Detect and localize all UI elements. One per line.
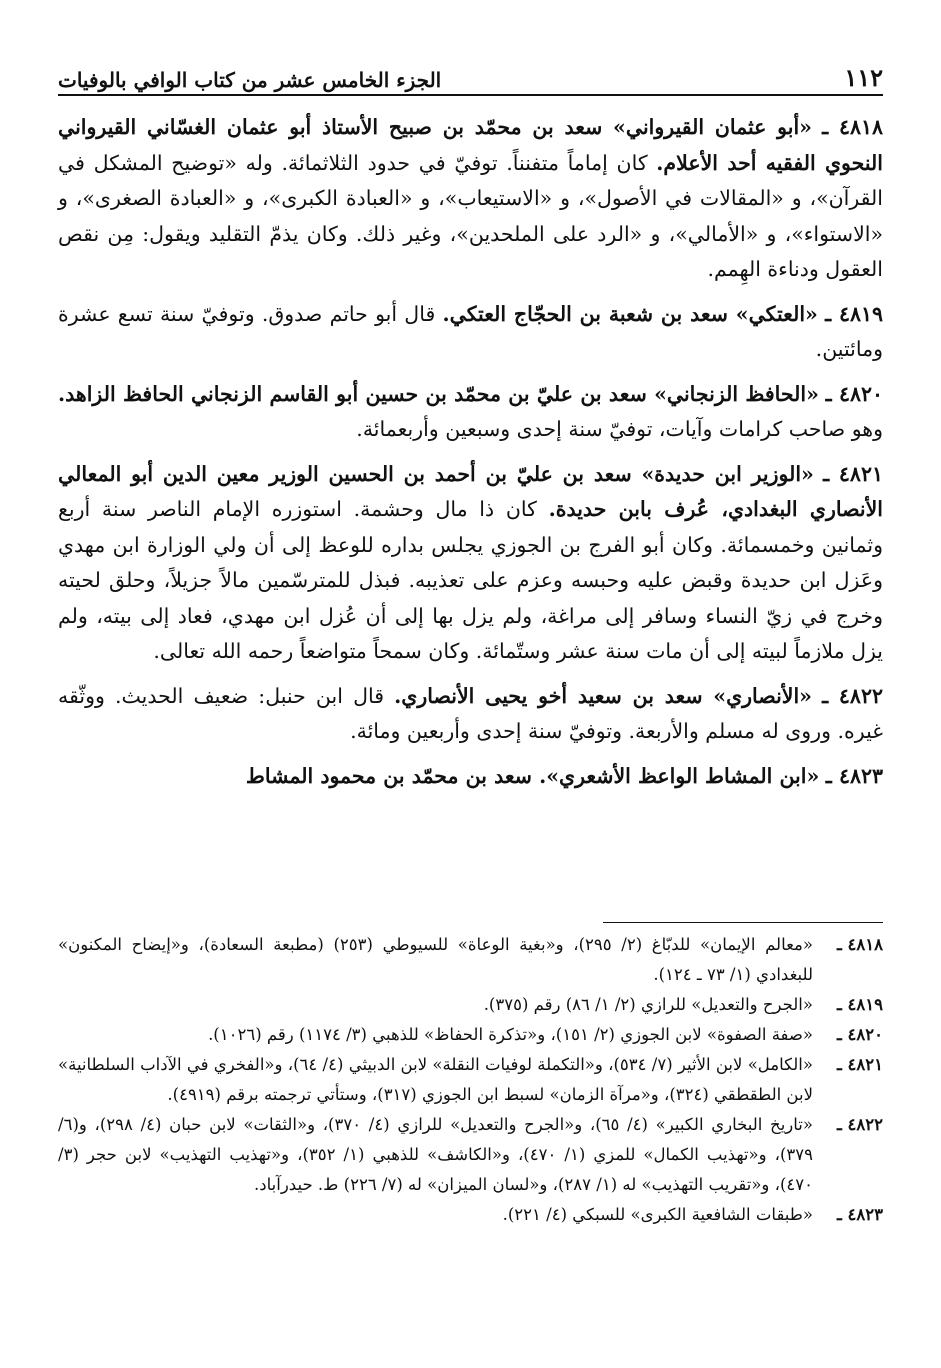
footnote-rule — [603, 922, 883, 923]
entry-text: وهو صاحب كرامات وآيات، توفيّ سنة إحدى وسبعين وأربعمائة. — [356, 417, 883, 441]
entry-4821 — [58, 457, 883, 670]
entry-4818 — [58, 110, 883, 288]
entry-number: ٤٨٢٣ ـ — [825, 763, 883, 788]
main-text — [58, 110, 883, 803]
footnote-number: ٤٨١٩ ـ — [836, 995, 883, 1014]
footnote-text: «معالم الإيمان» للدبّاغ (٢/ ٢٩٥)، و«بغية الوعاة» للسيوطي (٢٥٣) (مطبعة السعادة)، و«إيضاح المكنون» للبغدادي (١/ ٧٣ ـ ١٢٤). — [58, 935, 813, 984]
footnote-number: ٤٨٢١ ـ — [836, 1055, 883, 1074]
book-title: الجزء الخامس عشر من كتاب الوافي بالوفيات — [58, 68, 442, 92]
footnote-text: «صفة الصفوة» لابن الجوزي (٢/ ١٥١)، و«تذكرة الحفاظ» للذهبي (٣/ ١١٧٤) رقم (١٠٢٦). — [208, 1025, 813, 1044]
footnotes — [58, 930, 883, 1230]
entry-heading: «أبو عثمان القيرواني» سعد بن محمّد بن صبيح الأستاذ أبو عثمان الغسّاني القيرواني النحوي الفقيه أحد الأعلام. — [58, 115, 883, 175]
entry-text: كان ذا مال وحشمة. استوزره الإمام الناصر سنة أربع وثمانين وخمسمائة. وكان أبو الفرج بن الجوزي يجلس بداره للوعظ إلى أن ولي الوزارة ابن مهدي وعَزل ابن حديدة وقبض عليه وحبسه وعزم على تعذيبه. فبذل للمترسّمين مالاً جزيلاً، وحلق لحيته وخرج في زيّ النساء وسافر إلى مراغة، ولم يزل بها إلى أن عُزل ابن مهدي، فعاد إلى بيته، ولم يزل ملازماً لبيته إلى أن مات سنة عشر وستّمائة. وكان سمحاً متواضعاً رحمه الله تعالى. — [58, 497, 883, 663]
footnote-number: ٤٨٢٠ ـ — [836, 1025, 883, 1044]
entry-number: ٤٨٢١ ـ — [823, 461, 883, 486]
entry-heading: «العتكي» سعد بن شعبة بن الحجّاج العتكي. — [442, 301, 818, 326]
entry-heading: «الحافظ الزنجاني» سعد بن عليّ بن محمّد بن حسين أبو القاسم الزنجاني الحافظ الزاهد. — [58, 381, 819, 406]
footnote-4819 — [58, 990, 883, 1020]
entry-heading: «ابن المشاط الواعظ الأشعري». سعد بن محمّد بن محمود المشاط — [245, 763, 820, 788]
footnote-number: ٤٨٢٢ ـ — [836, 1115, 883, 1134]
running-header — [58, 52, 883, 92]
footnote-number: ٤٨٢٣ ـ — [836, 1205, 883, 1224]
footnote-4820 — [58, 1020, 883, 1050]
footnote-4823 — [58, 1200, 883, 1230]
header-rule — [58, 94, 883, 96]
footnote-number: ٤٨١٨ ـ — [836, 935, 883, 954]
footnote-text: «الكامل» لابن الأثير (٧/ ٥٣٤)، و«التكملة لوفيات النقلة» لابن الدبيثي (٤/ ٦٤)، و«الفخري في الآداب السلطانية» لابن الطقطقي (٣٢٤)، و«مرآة الزمان» لسبط ابن الجوزي (٣١٧)، وستأتي ترجمته برقم (٤٩١٩). — [58, 1055, 813, 1104]
entry-text: قال أبو حاتم صدوق. وتوفيّ سنة تسع عشرة ومائتين. — [58, 301, 883, 361]
footnote-4822 — [58, 1110, 883, 1200]
entry-text: كان إماماً متفنناً. توفيّ في حدود الثلاثمائة. وله «توضيح المشكل في القرآن»، و «المقالات في الأصول»، و «الاستيعاب»، و «العبادة الكبرى»، و «العبادة الصغرى»، و «الاستواء»، و «الأمالي»، و «الرد على الملحدين»، وغير ذلك. وكان يذمّ التقليد ويقول: مِن نقص العقول ودناءة الهِمم. — [58, 150, 883, 281]
entry-number: ٤٨٢٠ ـ — [825, 381, 883, 406]
footnote-4821 — [58, 1050, 883, 1110]
entry-number: ٤٨١٩ ـ — [825, 301, 883, 326]
footnote-text: «طبقات الشافعية الكبرى» للسبكي (٤/ ٢٢١). — [502, 1205, 813, 1224]
entry-4819 — [58, 297, 883, 368]
footnote-text: «تاريخ البخاري الكبير» (٤/ ٦٥)، و«الجرح والتعديل» للرازي (٤/ ٣٧٠)، و«الثقات» لابن حبان (٤/ ٢٩٨)، و(٦/ ٣٧٩)، و«تهذيب الكمال» للمزي (١/ ٤٧٠)، و«الكاشف» للذهبي (١/ ٣٥٢)، و«تهذيب التهذيب» لابن حجر (٣/ ٤٧٠)، و«تقريب التهذيب» له (١/ ٢٨٧)، و«لسان الميزان» له (٧/ ٢٢٦) ط. حيدرآباد. — [58, 1115, 813, 1194]
entry-number: ٤٨١٨ ـ — [822, 115, 883, 139]
entry-4823 — [58, 759, 883, 795]
footnote-4818 — [58, 930, 883, 990]
entry-text: قال ابن حنبل: ضعيف الحديث. ووثّقه غيره. وروى له مسلم والأربعة. وتوفيّ سنة إحدى وأربعين ومائة. — [58, 683, 883, 743]
footnote-text: «الجرح والتعديل» للرازي (٢/ ١/ ٨٦) رقم (٣٧٥). — [483, 995, 813, 1014]
entry-heading: «الوزير ابن حديدة» سعد بن عليّ بن أحمد بن الحسين الوزير معين الدين أبو المعالي الأنصاري البغدادي، عُرف بابن حديدة. — [58, 461, 883, 521]
entry-4822 — [58, 679, 883, 750]
entry-heading: «الأنصاري» سعد بن سعيد أخو يحيى الأنصاري. — [394, 683, 812, 708]
entry-number: ٤٨٢٢ ـ — [822, 683, 883, 708]
page-number: ١١٢ — [844, 63, 883, 92]
entry-4820 — [58, 377, 883, 448]
